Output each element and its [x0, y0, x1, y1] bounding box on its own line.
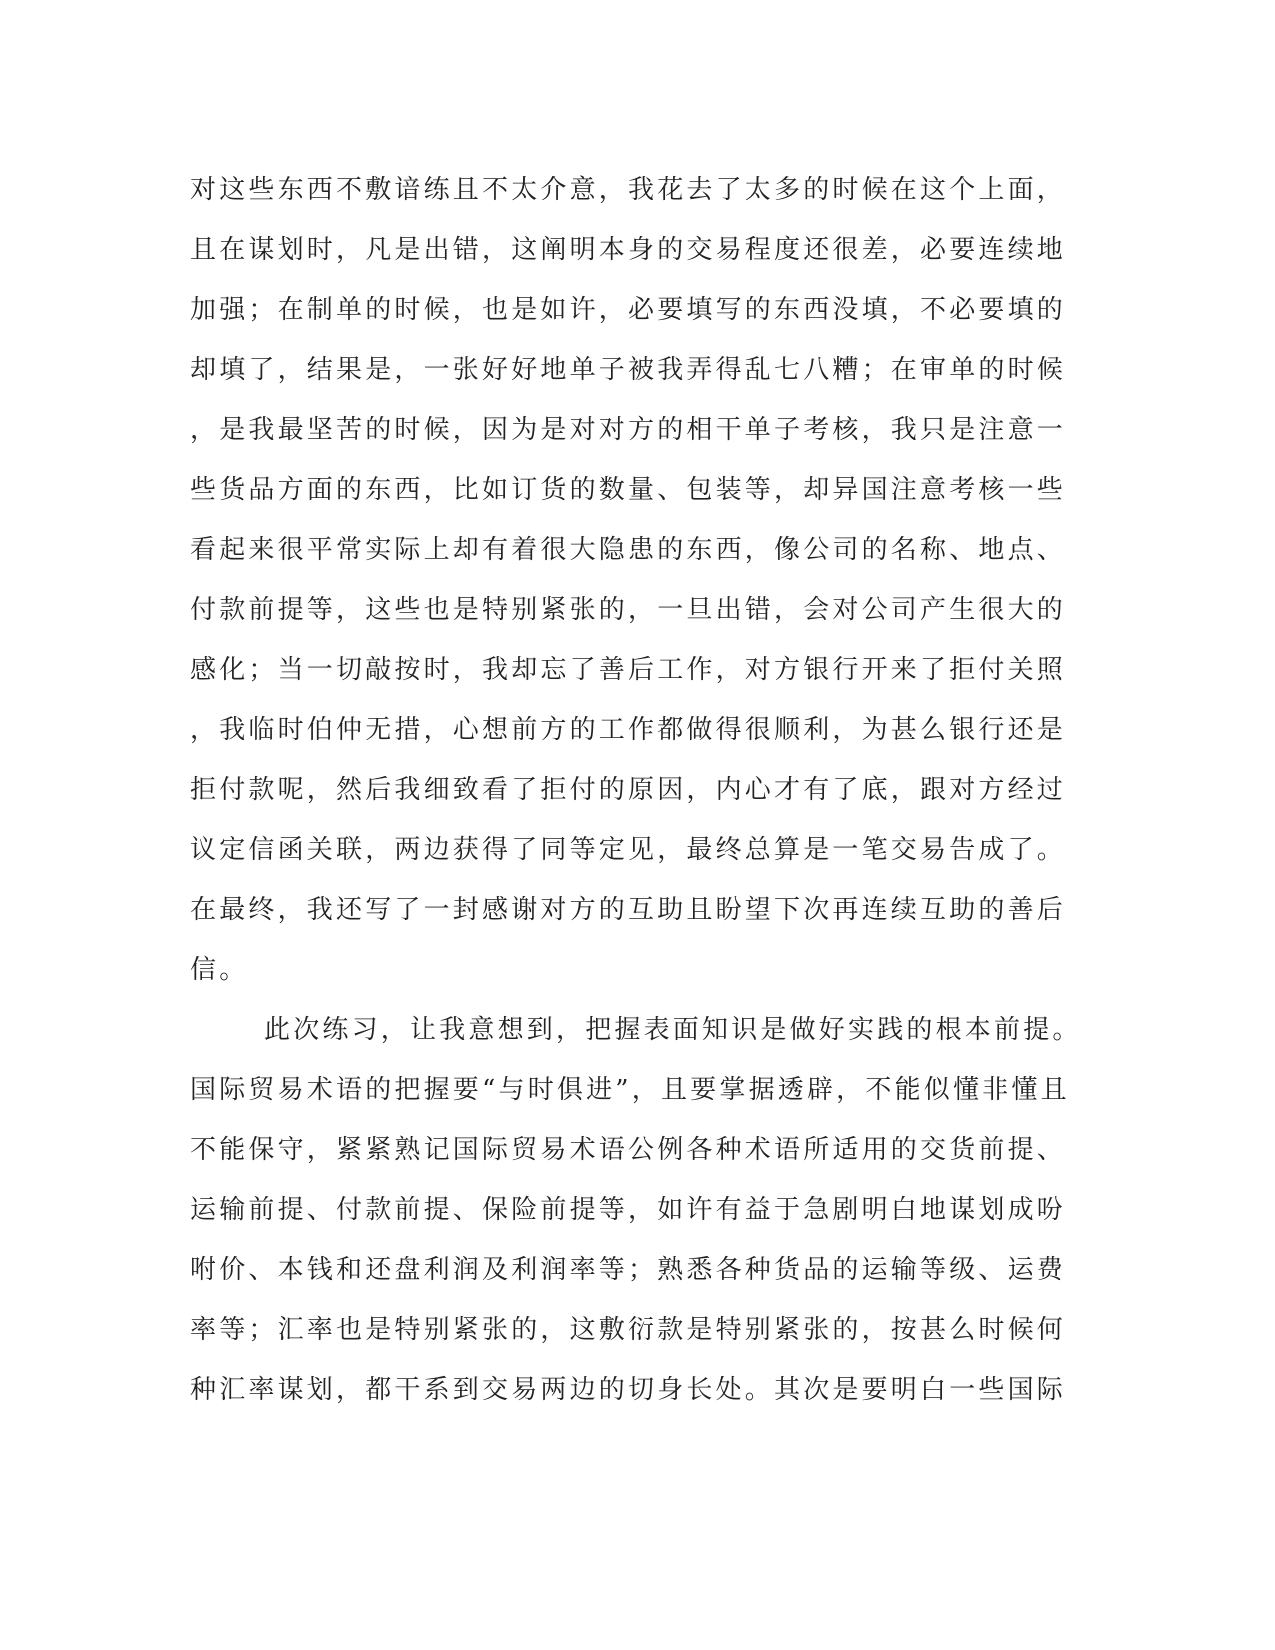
text-line-10: ，我临时伯仲无措，心想前方的工作都做得很顺利，为甚么银行还是 — [190, 715, 1067, 745]
text-line-8: 付款前提等，这些也是特别紧张的，一旦出错，会对公司产生很大的 — [190, 595, 1067, 625]
body-text — [190, 160, 1082, 1420]
text-line-11: 拒付款呢，然后我细致看了拒付的原因，内心才有了底，跟对方经过 — [190, 775, 1067, 805]
paragraph-2-first-line: 此次练习，让我意想到，把握表面知识是做好实践的根本前提。 — [264, 1015, 1082, 1045]
text-line-2: 且在谋划时，凡是出错，这阐明本身的交易程度还很差，必要连续地 — [190, 235, 1067, 265]
text-line-4: 却填了，结果是，一张好好地单子被我弄得乱七八糟；在审单的时候 — [190, 355, 1067, 385]
text-line-14: 信。 — [190, 955, 249, 985]
text-line-16: 国际贸易术语的把握要“与时俱进”，且要掌据透辟，不能似懂非懂且 — [190, 1075, 1070, 1105]
text-line-12: 议定信函关联，两边获得了同等定见，最终总算是一笔交易告成了。 — [190, 835, 1067, 865]
text-line-19: 咐价、本钱和还盘利润及利润率等；熟悉各种货品的运输等级、运费 — [190, 1255, 1067, 1285]
text-line-9: 感化；当一切敲按时，我却忘了善后工作，对方银行开来了拒付关照 — [190, 655, 1067, 685]
text-line-3: 加强；在制单的时候，也是如许，必要填写的东西没填，不必要填的 — [190, 295, 1067, 325]
text-line-1: 对这些东西不敷谙练且不太介意，我花去了太多的时候在这个上面， — [190, 175, 1067, 205]
text-line-7: 看起来很平常实际上却有着很大隐患的东西，像公司的名称、地点、 — [190, 535, 1067, 565]
text-line-21: 种汇率谋划，都干系到交易两边的切身长处。其次是要明白一些国际 — [190, 1375, 1067, 1405]
text-line-18: 运输前提、付款前提、保险前提等，如许有益于急剧明白地谋划成吩 — [190, 1195, 1067, 1225]
text-line-6: 些货品方面的东西，比如订货的数量、包装等，却异国注意考核一些 — [190, 475, 1067, 505]
text-line-13: 在最终，我还写了一封感谢对方的互助且盼望下次再连续互助的善后 — [190, 895, 1067, 925]
text-line-17: 不能保守，紧紧熟记国际贸易术语公例各种术语所适用的交货前提、 — [190, 1135, 1067, 1165]
text-line-5: ，是我最坚苦的时候，因为是对对方的相干单子考核，我只是注意一 — [190, 415, 1067, 445]
text-line-20: 率等；汇率也是特别紧张的，这敷衍款是特别紧张的，按甚么时候何 — [190, 1315, 1067, 1345]
